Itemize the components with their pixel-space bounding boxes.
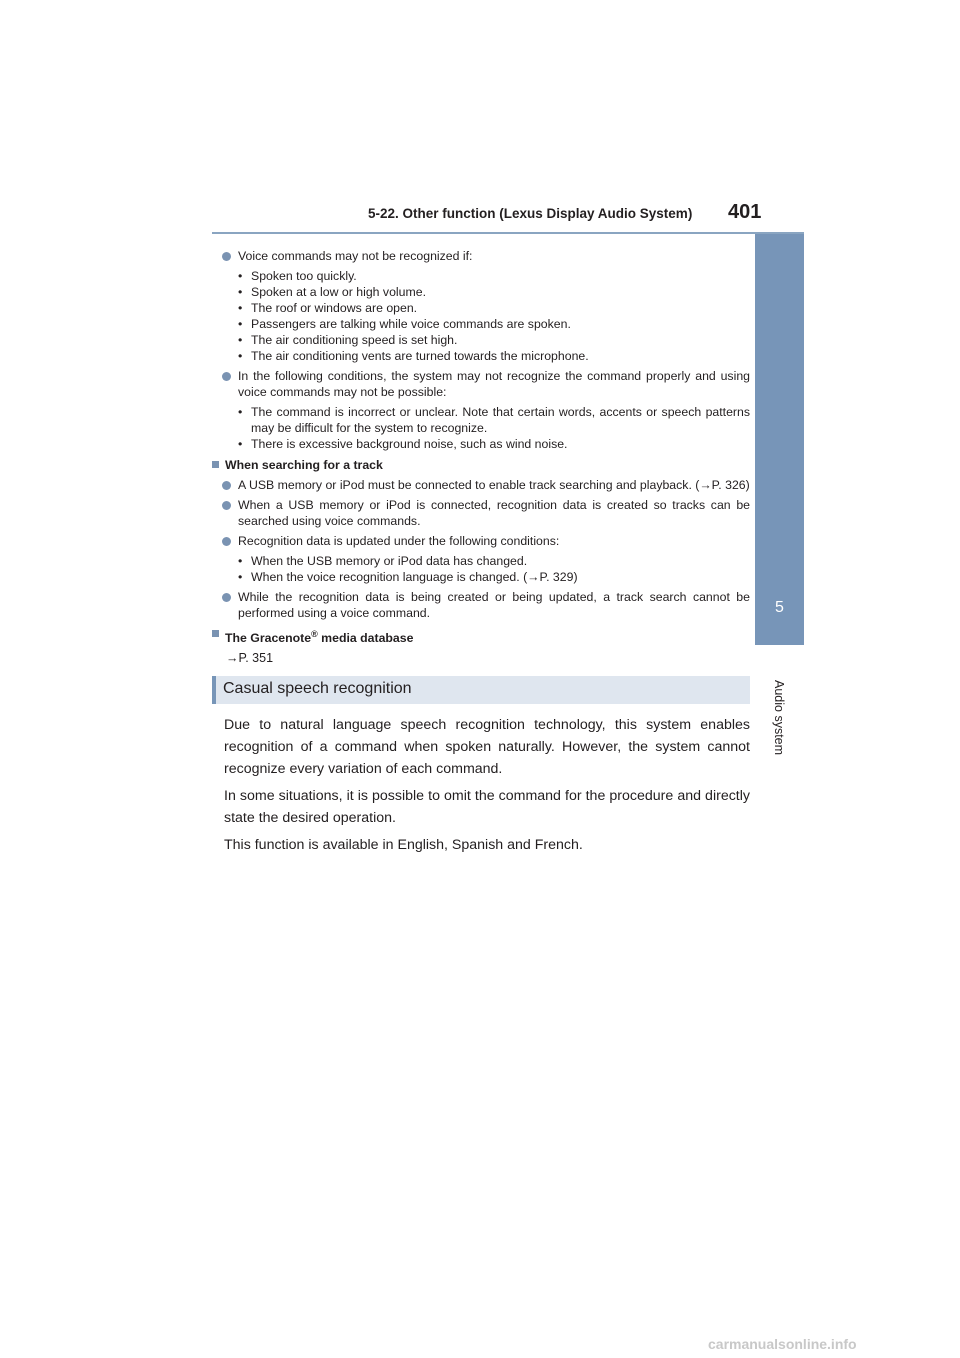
header-rule [212,232,804,234]
circle-bullet-icon [222,481,231,490]
note-item: In the following conditions, the system may not recognize the command properly and using voice commands may not be possible: [212,368,750,400]
watermark: carmanualsonline.info [708,1336,857,1352]
chapter-tab [755,234,804,643]
note-item: A USB memory or iPod must be connected to enable track searching and playback. (→P. 326) [212,477,750,493]
section-heading [212,676,750,704]
body-paragraph: This function is available in English, Spanish and French. [224,837,583,854]
chapter-number: 5 [775,599,784,616]
circle-bullet-icon [222,537,231,546]
circle-bullet-icon [222,372,231,381]
sub-list [212,553,750,585]
body-paragraph: Due to natural language speech recognition technology, this system enables recognition of a command when spoken naturally. However, the system cannot recognize every variation of each command. [224,717,750,778]
note-item: When a USB memory or iPod is connected, recognition data is created so tracks can be searched using voice commands. [212,497,750,529]
list-item: • When the voice recognition language is changed. (→P. 329) [238,570,578,584]
page-number: 401 [728,201,762,223]
subheading-gracenote: The Gracenote® media database [212,626,750,646]
body-paragraph: In some situations, it is possible to omit the command for the procedure and directly state the desired operation. [224,788,750,827]
sub-list [212,404,750,452]
list-item: • The roof or windows are open. [238,301,418,315]
page-reference: →P. 351 [226,651,274,666]
square-bullet-icon [212,630,219,637]
list-item: • There is excessive background noise, such as wind noise. [238,437,568,451]
note-item: Recognition data is updated under the following conditions: [212,533,750,549]
chapter-tab-rule [755,643,804,645]
list-item: • Spoken too quickly. [238,269,357,283]
list-item: • The command is incorrect or unclear. Note that certain words, accents or speech patterns may be difficult for the system to recognize. [238,405,750,435]
square-bullet-icon [212,461,219,468]
section-heading-bar [212,676,216,704]
chapter-label: Audio system [772,680,786,756]
list-item: • When the USB memory or iPod data has changed. [238,554,528,568]
page-content [212,244,750,856]
list-item: • The air conditioning vents are turned towards the microphone. [238,349,589,363]
circle-bullet-icon [222,252,231,261]
header-section-title: 5-22. Other function (Lexus Display Audio System) [368,206,693,221]
section-heading-title: Casual speech recognition [223,680,412,698]
list-item: • The air conditioning speed is set high. [238,333,458,347]
list-item: • Passengers are talking while voice commands are spoken. [238,317,571,331]
note-item: Voice commands may not be recognized if: [212,248,750,264]
list-item: • Spoken at a low or high volume. [238,285,426,299]
circle-bullet-icon [222,501,231,510]
note-item: While the recognition data is being created or being updated, a track search cannot be performed using a voice command. [212,589,750,621]
circle-bullet-icon [222,593,231,602]
subheading-track-search: When searching for a track [212,457,750,473]
sub-list [212,268,750,364]
